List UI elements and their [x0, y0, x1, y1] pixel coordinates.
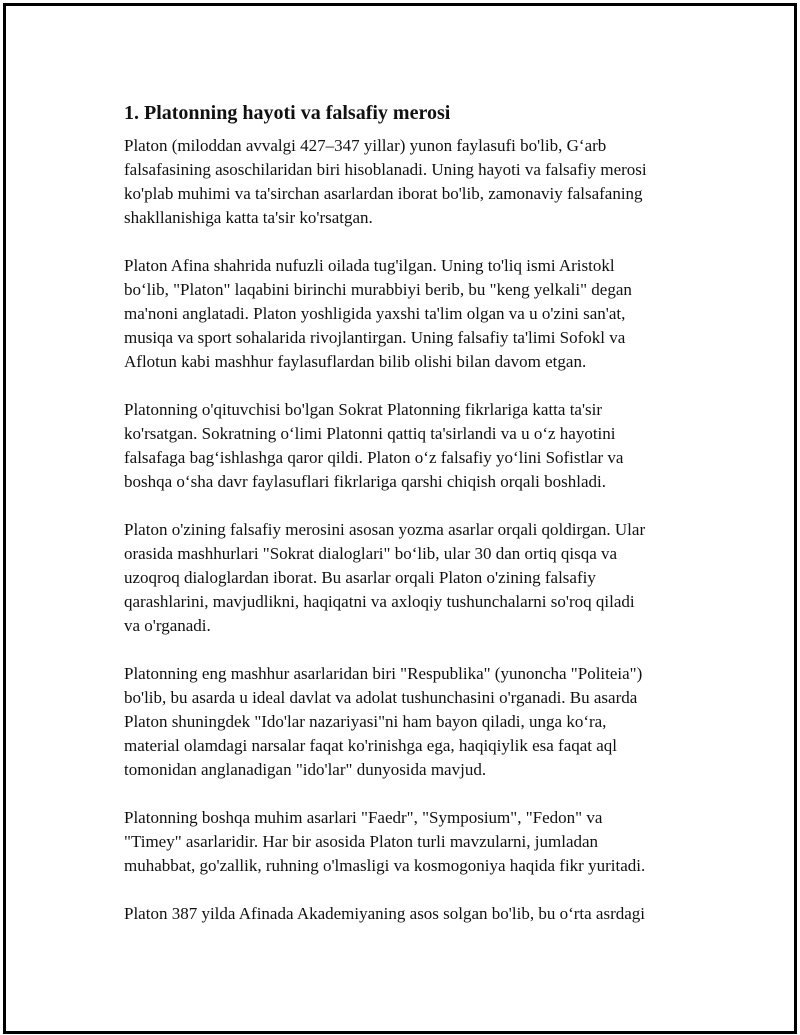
- text-line: Platonning eng mashhur asarlaridan biri "Respublika" (yunoncha "Politeia"): [124, 664, 643, 683]
- text-line: Platon o'zining falsafiy merosini asosan yozma asarlar orqali qoldirgan. Ular: [124, 520, 646, 539]
- text-line: bo'lib, bu asarda u ideal davlat va adolat tushunchasini o'rganadi. Bu asarda: [124, 688, 638, 707]
- text-line: bo‘lib, "Platon" laqabini birinchi murabbiyi berib, bu "keng yelkali" degan: [124, 280, 632, 299]
- paragraph-3: [124, 398, 699, 494]
- text-line: boshqa o‘sha davr faylasuflari fikrlariga qarshi chiqish orqali boshladi.: [124, 472, 607, 491]
- text-line: falsafasining asoschilaridan biri hisoblanadi. Uning hayoti va falsafiy merosi: [124, 160, 647, 179]
- text-line: Platonning boshqa muhim asarlari "Faedr", "Symposium", "Fedon" va: [124, 808, 603, 827]
- text-line: Platonning o'qituvchisi bo'lgan Sokrat Platonning fikrlariga katta ta'sir: [124, 400, 603, 419]
- paragraph-7: [124, 902, 699, 926]
- text-line: Platon 387 yilda Afinada Akademiyaning asos solgan bo'lib, bu o‘rta asrdagi: [124, 904, 645, 923]
- text-line: Aflotun kabi mashhur faylasuflardan bilib olishi bilan davom etgan.: [124, 352, 587, 371]
- document-body: [124, 101, 699, 950]
- text-line: falsafaga bag‘ishlashga qaror qildi. Platon o‘z falsafiy yo‘lini Sofistlar va: [124, 448, 624, 467]
- section-heading: 1. Platonning hayoti va falsafiy merosi: [124, 102, 451, 124]
- text-line: Platon (miloddan avvalgi 427–347 yillar) yunon faylasufi bo'lib, G‘arb: [124, 136, 607, 155]
- paragraph-4: [124, 518, 699, 638]
- text-line: qarashlarini, mavjudlikni, haqiqatni va axloqiy tushunchalarni so'roq qiladi: [124, 592, 635, 611]
- paragraph-1: [124, 134, 699, 230]
- text-line: material olamdagi narsalar faqat ko'rinishga ega, haqiqiylik esa faqat aql: [124, 736, 618, 755]
- text-line: uzoqroq dialoglardan iborat. Bu asarlar orqali Platon o'zining falsafiy: [124, 568, 596, 587]
- text-line: orasida mashhurlari "Sokrat dialoglari" bo‘lib, ular 30 dan ortiq qisqa va: [124, 544, 618, 563]
- text-line: musiqa va sport sohalarida rivojlantirgan. Uning falsafiy ta'limi Sofokl va: [124, 328, 626, 347]
- text-line: "Timey" asarlaridir. Har bir asosida Platon turli mavzularni, jumladan: [124, 832, 599, 851]
- paragraph-6: [124, 806, 699, 878]
- text-line: Platon Afina shahrida nufuzli oilada tug'ilgan. Uning to'liq ismi Aristokl: [124, 256, 615, 275]
- text-line: shakllanishiga katta ta'sir ko'rsatgan.: [124, 208, 373, 227]
- text-line: va o'rganadi.: [124, 616, 211, 635]
- text-line: Platon shuningdek "Ido'lar nazariyasi"ni ham bayon qiladi, unga ko‘ra,: [124, 712, 607, 731]
- text-line: ko'rsatgan. Sokratning o‘limi Platonni qattiq ta'sirlandi va u o‘z hayotini: [124, 424, 616, 443]
- text-line: muhabbat, go'zallik, ruhning o'lmasligi va kosmogoniya haqida fikr yuritadi.: [124, 856, 646, 875]
- text-line: ma'noni anglatadi. Platon yoshligida yaxshi ta'lim olgan va u o'zini san'at,: [124, 304, 626, 323]
- paragraph-2: [124, 254, 699, 374]
- paragraph-5: [124, 662, 699, 782]
- page-frame: [3, 3, 797, 1034]
- text-line: ko'plab muhimi va ta'sirchan asarlardan iborat bo'lib, zamonaviy falsafaning: [124, 184, 643, 203]
- text-line: tomonidan anglanadigan "ido'lar" dunyosida mavjud.: [124, 760, 487, 779]
